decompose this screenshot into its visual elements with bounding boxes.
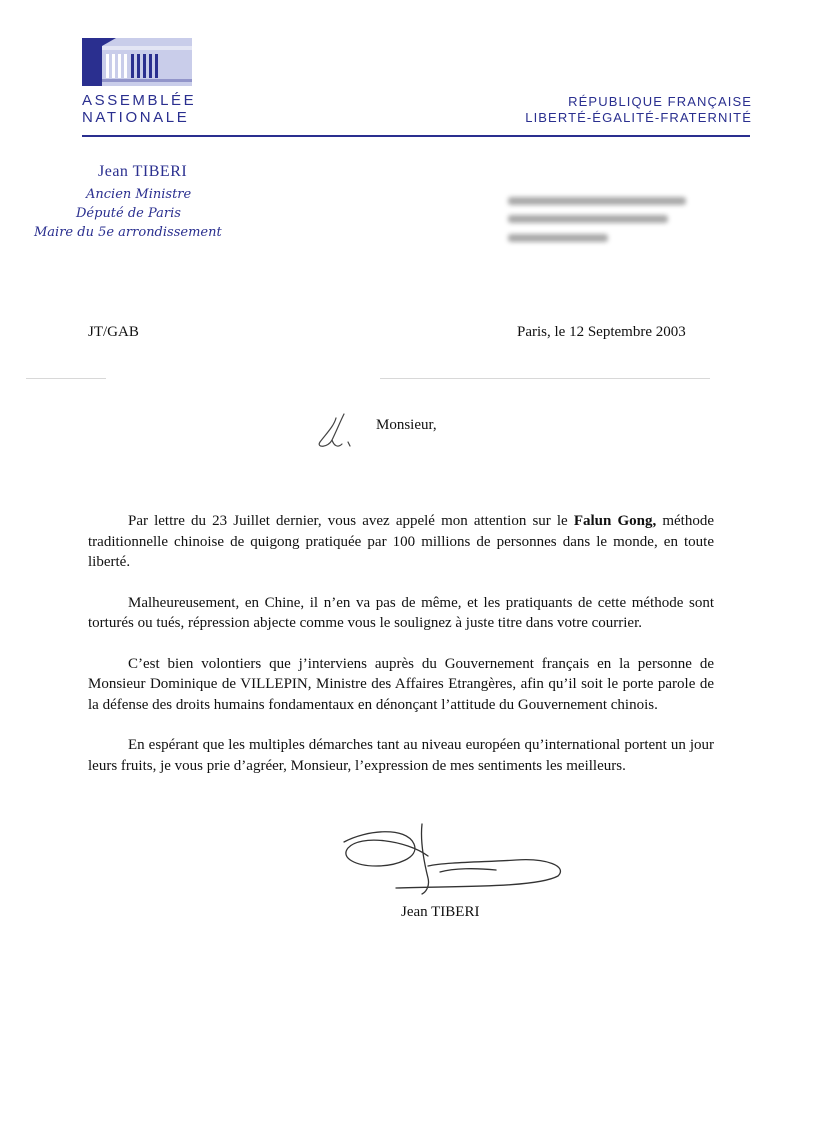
institution-name: [82, 92, 196, 126]
p1-text-end: méthode traditionnelle chinoise de quigong pratiquée par 100 millions de personnes dans le monde, en toute liberté.: [88, 513, 714, 570]
paragraph-2: Malheureusement, en Chine, il n’en va pas de même, et les pratiquants de cette méthode sont torturés ou tués, répression abjecte comme vous le soulignez à juste titre dans votre courrier.: [88, 594, 714, 631]
redacted-address-line: [508, 234, 608, 242]
falun-gong-emphasis: Falun Gong,: [573, 513, 657, 529]
handwritten-signature-icon: [336, 822, 576, 898]
institution-line-2: NATIONALE: [82, 109, 190, 126]
sender-title-1: Ancien Ministre: [86, 187, 192, 202]
sender-last-name: TIBERI: [132, 163, 188, 180]
paragraph-1: [88, 511, 714, 573]
salutation: Monsieur,: [376, 417, 437, 433]
sender-title-2: Député de Paris: [76, 206, 181, 221]
sender-title-3: Maire du 5e arrondissement: [34, 225, 222, 240]
reference-code: JT/GAB: [88, 324, 139, 340]
republic-line-2: LIBERTÉ-ÉGALITÉ-FRATERNITÉ: [525, 110, 752, 125]
redacted-address-line: [508, 197, 686, 205]
assemblee-nationale-logo-icon: [82, 38, 192, 86]
republic-line-1: RÉPUBLIQUE FRANÇAISE: [568, 94, 752, 109]
p1-text-start: Par lettre du 23 Juillet dernier, vous avez appelé mon attention sur le: [128, 513, 574, 529]
handwritten-initial-icon: [314, 412, 358, 452]
signatory-name: Jean TIBERI: [401, 904, 480, 920]
faint-rule: [26, 378, 106, 379]
redacted-address-line: [508, 215, 668, 223]
paragraph-3: C’est bien volontiers que j’interviens auprès du Gouvernement français en la personne de Monsieur Dominique de VILLEPIN, Ministre des Affaires Etrangères, afin qu’il soit le porte parole de la défense des droits humains fondamentaux en dénonçant l’attitude du Gouvernement chinois.: [88, 655, 714, 713]
letter-date: Paris, le 12 Septembre 2003: [517, 324, 686, 340]
republic-motto: [525, 94, 752, 126]
sender-name: [98, 163, 187, 181]
sender-first-name: Jean: [98, 163, 129, 180]
letterhead-divider: [82, 135, 750, 137]
faint-rule: [380, 378, 710, 379]
institution-line-1: ASSEMBLÉE: [82, 92, 197, 109]
letter-body: [88, 511, 714, 776]
paragraph-4: En espérant que les multiples démarches tant au niveau européen qu’international portent un jour leurs fruits, je vous prie d’agréer, Monsieur, l’expression de mes sentiments les meilleurs.: [88, 737, 714, 774]
